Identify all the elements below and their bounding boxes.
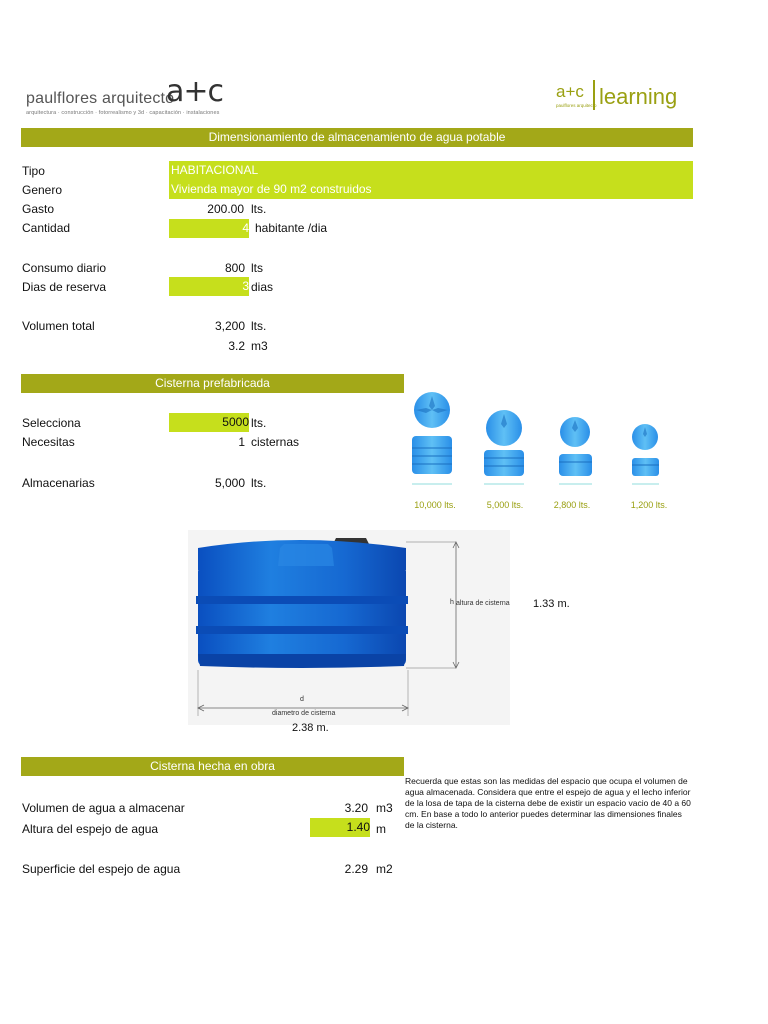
obra-superficie-value: 2.29 xyxy=(344,862,368,876)
reserva-input[interactable]: 3 xyxy=(169,277,249,296)
necesitas-label: Necesitas xyxy=(22,435,75,449)
obra-volumen-unit: m3 xyxy=(376,801,393,815)
tank-thumbnails-art xyxy=(404,390,694,515)
tank-10000-label: 10,000 lts. xyxy=(414,500,456,510)
genero-label: Genero xyxy=(22,183,63,197)
consumo-label: Consumo diario xyxy=(22,261,107,275)
brand-tagline: arquitectura · construcción · fotorrealismo y 3d · capacitación · instalaciones xyxy=(26,110,220,116)
consumo-value: 800 xyxy=(224,261,245,275)
selecciona-label: Selecciona xyxy=(22,416,81,430)
obra-bar: Cisterna hecha en obra xyxy=(21,757,404,776)
tank-thumbnails xyxy=(404,390,694,515)
title-bar: Dimensionamiento de almacenamiento de agua potable xyxy=(21,128,693,147)
volumen-lts-unit: lts. xyxy=(251,319,267,333)
prefab-bar: Cisterna prefabricada xyxy=(21,374,404,393)
almacenarias-value: 5,000 xyxy=(214,476,245,490)
obra-superficie-unit: m2 xyxy=(376,862,393,876)
diameter-letter: d xyxy=(300,696,304,703)
learning-word: learning xyxy=(599,84,678,109)
learning-mark: a+c xyxy=(556,82,584,101)
tank-1200-icon xyxy=(632,424,659,484)
height-label: altura de cisterna xyxy=(456,600,510,607)
diameter-value: 2.38 m. xyxy=(292,722,329,734)
obra-altura-value: 1.40 xyxy=(346,820,370,834)
gasto-label: Gasto xyxy=(22,202,55,216)
tank-diagram xyxy=(188,530,510,725)
brand-logo-left xyxy=(26,76,226,118)
tank-2800-label: 2,800 lts. xyxy=(553,500,591,510)
learning-logo xyxy=(556,80,686,118)
cantidad-input[interactable]: 4 xyxy=(169,219,249,238)
diameter-label: diametro de cisterna xyxy=(272,710,336,717)
necesitas-unit: cisternas xyxy=(251,435,300,449)
cantidad-unit: habitante /dia xyxy=(255,221,328,235)
brand-name: paulflores arquitecto xyxy=(26,90,175,107)
volumen-m3-unit: m3 xyxy=(251,339,268,353)
genero-value[interactable]: Vivienda mayor de 90 m2 construidos xyxy=(169,180,693,199)
tank-2800-icon xyxy=(559,417,592,484)
learning-sub: paulflores arquitecto xyxy=(556,103,597,108)
obra-volumen-value: 3.20 xyxy=(344,801,368,815)
obra-altura-unit: m xyxy=(376,822,386,836)
reserva-label: Dias de reserva xyxy=(22,280,107,294)
height-value: 1.33 m. xyxy=(533,598,570,610)
tipo-label: Tipo xyxy=(22,164,45,178)
gasto-value: 200.00 xyxy=(207,202,244,216)
selecciona-input[interactable] xyxy=(169,413,249,432)
necesitas-value: 1 xyxy=(238,435,245,449)
volumen-label: Volumen total xyxy=(22,319,95,333)
almacenarias-unit: lts. xyxy=(251,476,267,490)
tipo-value[interactable]: HABITACIONAL xyxy=(169,161,693,180)
almacenarias-label: Almacenarias xyxy=(22,476,95,490)
tank-5000-label: 5,000 lts. xyxy=(486,500,524,510)
volumen-lts-value: 3,200 xyxy=(214,319,245,333)
brand-mark: a+c xyxy=(166,74,224,109)
tank-diagram-art xyxy=(188,530,510,725)
height-letter: h xyxy=(450,599,454,606)
cantidad-label: Cantidad xyxy=(22,221,71,235)
selecciona-value: 5000 xyxy=(222,415,249,429)
tank-1200-label: 1,200 lts. xyxy=(630,500,668,510)
obra-altura-input[interactable] xyxy=(310,818,370,837)
obra-superficie-label: Superficie del espejo de agua xyxy=(22,862,181,876)
obra-note: Recuerda que estas son las medidas del espacio que ocupa el volumen de agua almacenada. Considera que entre el espejo de agua y el lecho inferior de la losa de tapa de la cisterna debe de existir un espacio vacio de 40 a 60 cm. En base a todo lo anterior puedes determinar las dimensiones finales de la cisterna. xyxy=(405,776,691,830)
volumen-m3-value: 3.2 xyxy=(228,339,245,353)
obra-altura-label: Altura del espejo de agua xyxy=(22,822,159,836)
selecciona-unit: lts. xyxy=(251,416,267,430)
tank-5000-icon xyxy=(484,410,524,484)
gasto-unit: lts. xyxy=(251,202,267,216)
obra-volumen-label: Volumen de agua a almacenar xyxy=(22,801,185,815)
reserva-unit: dias xyxy=(251,280,274,294)
consumo-unit: lts xyxy=(251,261,263,275)
tank-10000-icon xyxy=(412,392,452,484)
